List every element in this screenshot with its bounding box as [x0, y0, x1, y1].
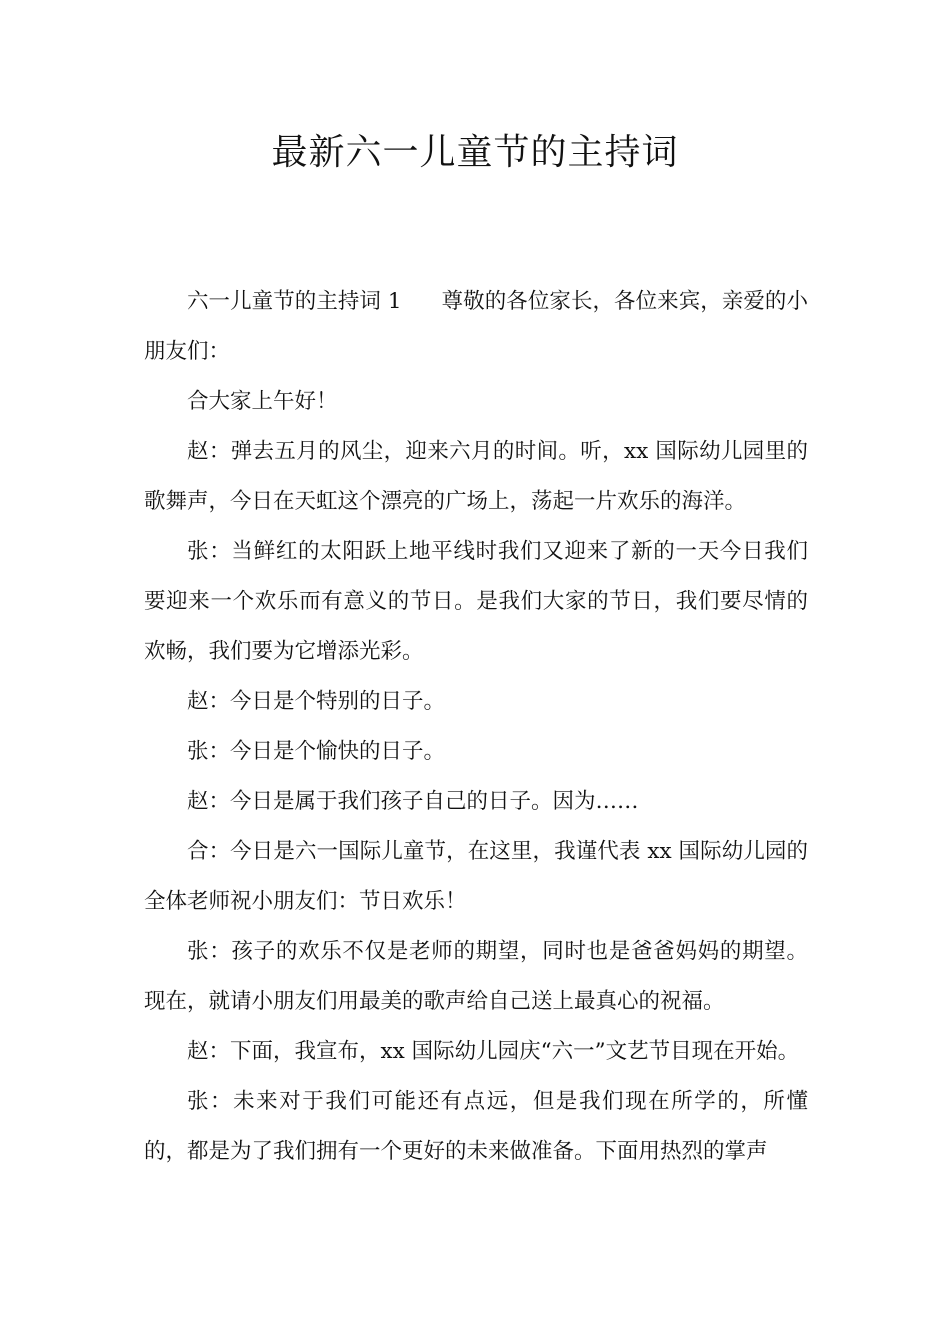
- paragraph: 赵：今日是个特别的日子。: [187, 689, 446, 714]
- document-body: [144, 277, 808, 1177]
- paragraph-text: 尊敬的各位家长，各位来宾，亲爱的小朋友们：: [144, 289, 808, 364]
- document-title: 最新六一儿童节的主持词: [271, 132, 679, 173]
- paragraph: 赵：下面，我宣布，xx 国际幼儿园庆“六一”文艺节目现在开始。: [187, 1039, 800, 1064]
- paragraph: 张：未来对于我们可能还有点远，但是我们现在所学的，所懂的，都是为了我们拥有一个更好的未来做准备。下面用热烈的掌声: [144, 1089, 808, 1164]
- paragraph: 张：今日是个愉快的日子。: [187, 739, 446, 764]
- paragraph: 赵：弹去五月的风尘，迎来六月的时间。听，xx 国际幼儿园里的歌舞声，今日在天虹这个漂亮的广场上，荡起一片欢乐的海洋。: [144, 439, 808, 514]
- paragraph: 张：当鲜红的太阳跃上地平线时我们又迎来了新的一天今日我们要迎来一个欢乐而有意义的节日。是我们大家的节日，我们要尽情的欢畅，我们要为它增添光彩。: [144, 539, 808, 664]
- paragraph: 赵：今日是属于我们孩子自己的日子。因为……: [187, 789, 639, 814]
- section-heading: 六一儿童节的主持词 1: [187, 289, 402, 314]
- paragraph: 张：孩子的欢乐不仅是老师的期望，同时也是爸爸妈妈的期望。现在，就请小朋友们用最美的歌声给自己送上最真心的祝福。: [144, 939, 808, 1014]
- paragraph: 合大家上午好！: [187, 389, 338, 414]
- paragraph: 合：今日是六一国际儿童节，在这里，我谨代表 xx 国际幼儿园的全体老师祝小朋友们：节日欢乐！: [144, 839, 808, 914]
- paragraph: [144, 277, 808, 377]
